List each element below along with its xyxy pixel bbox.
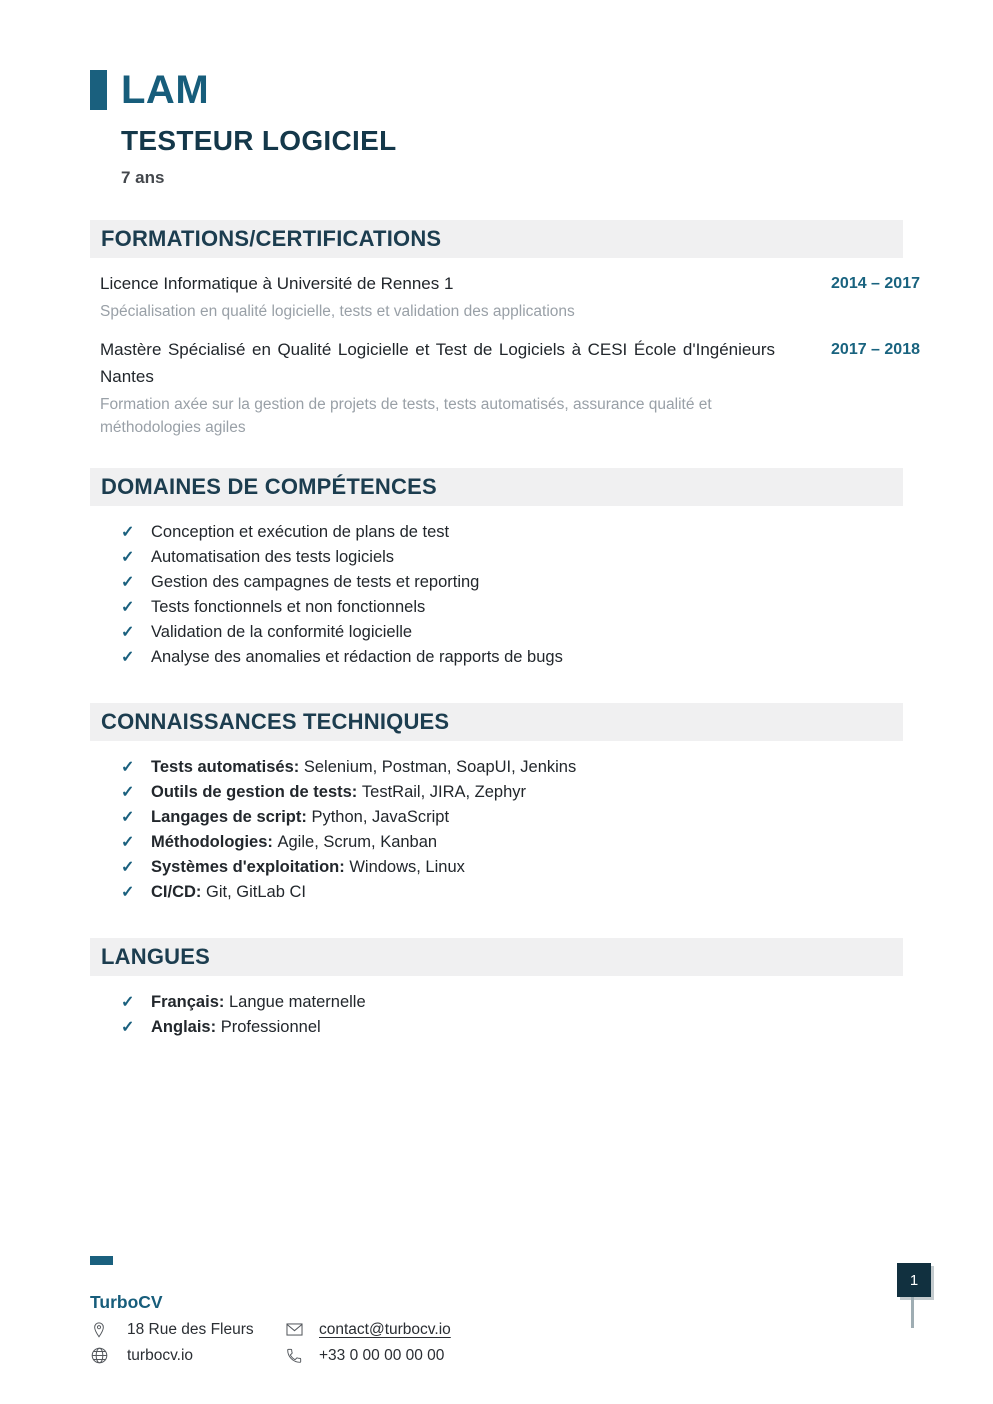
list-item bbox=[90, 570, 920, 595]
list-item bbox=[90, 880, 920, 905]
langues-list bbox=[90, 990, 920, 1040]
brand-name: TurboCV bbox=[90, 1292, 163, 1312]
competence-text: Gestion des campagnes de tests et reporting bbox=[151, 573, 480, 591]
section-heading-competences: DOMAINES DE COMPÉTENCES bbox=[90, 468, 903, 506]
footer-email-link[interactable]: contact@turbocv.io bbox=[319, 1320, 451, 1338]
list-item bbox=[90, 645, 920, 670]
section-heading-langues: LANGUES bbox=[90, 938, 903, 976]
formation-description: Formation axée sur la gestion de projets de tests, tests automatisés, assurance qualité et méthodologies agiles bbox=[100, 395, 712, 436]
competences-list bbox=[90, 520, 920, 670]
check-icon: ✓ bbox=[121, 859, 135, 876]
formation-entry bbox=[90, 337, 920, 440]
list-item bbox=[90, 620, 920, 645]
phone-icon bbox=[285, 1347, 319, 1365]
section-formations bbox=[90, 220, 920, 440]
check-icon: ✓ bbox=[121, 994, 135, 1011]
skill-value: Python, JavaScript bbox=[311, 808, 450, 826]
skill-value: Git, GitLab CI bbox=[206, 883, 306, 901]
skill-value: Agile, Scrum, Kanban bbox=[277, 833, 438, 851]
formation-description: Spécialisation en qualité logicielle, tests et validation des applications bbox=[100, 303, 575, 321]
techniques-list bbox=[90, 755, 920, 905]
check-icon: ✓ bbox=[121, 834, 135, 851]
list-item bbox=[90, 805, 920, 830]
list-item bbox=[90, 780, 920, 805]
skill-value: Windows, Linux bbox=[349, 858, 465, 876]
section-heading-formations: FORMATIONS/CERTIFICATIONS bbox=[90, 220, 903, 258]
footer-accent-bar bbox=[90, 1256, 113, 1265]
section-techniques bbox=[90, 703, 920, 905]
skill-label: Outils de gestion de tests: bbox=[151, 783, 358, 801]
list-item bbox=[90, 545, 920, 570]
list-item bbox=[90, 830, 920, 855]
footer-address: 18 Rue des Fleurs bbox=[127, 1320, 254, 1338]
accent-bar bbox=[90, 70, 107, 110]
check-icon: ✓ bbox=[121, 624, 135, 641]
globe-icon bbox=[90, 1346, 127, 1365]
list-item bbox=[90, 595, 920, 620]
competence-text: Analyse des anomalies et rédaction de rapports de bugs bbox=[151, 648, 563, 666]
job-title: TESTEUR LOGICIEL bbox=[121, 125, 397, 156]
check-icon: ✓ bbox=[121, 524, 135, 541]
list-item bbox=[90, 855, 920, 880]
check-icon: ✓ bbox=[121, 809, 135, 826]
formation-period: 2014 – 2017 bbox=[831, 275, 920, 292]
location-pin-icon bbox=[90, 1321, 127, 1339]
skill-label: CI/CD: bbox=[151, 883, 202, 901]
section-heading-techniques: CONNAISSANCES TECHNIQUES bbox=[90, 703, 903, 741]
entry-head bbox=[90, 271, 920, 297]
check-icon: ✓ bbox=[121, 759, 135, 776]
skill-value: Selenium, Postman, SoapUI, Jenkins bbox=[303, 758, 577, 776]
candidate-name: LAM bbox=[121, 68, 210, 112]
competence-text: Validation de la conformité logicielle bbox=[151, 623, 413, 641]
cv-header bbox=[90, 70, 396, 188]
footer-website: turbocv.io bbox=[127, 1346, 194, 1364]
check-icon: ✓ bbox=[121, 1019, 135, 1036]
list-item bbox=[90, 990, 920, 1015]
list-item bbox=[90, 1015, 920, 1040]
section-competences bbox=[90, 468, 920, 670]
language-level: Professionnel bbox=[220, 1018, 321, 1036]
language-label: Anglais: bbox=[151, 1018, 217, 1036]
experience-years: 7 ans bbox=[121, 168, 165, 187]
footer bbox=[90, 1256, 451, 1365]
check-icon: ✓ bbox=[121, 884, 135, 901]
contact-grid bbox=[90, 1320, 451, 1365]
competence-text: Tests fonctionnels et non fonctionnels bbox=[151, 598, 426, 616]
formation-entry bbox=[90, 271, 920, 324]
formation-title: Licence Informatique à Université de Rennes 1 bbox=[100, 274, 454, 293]
formation-title: Mastère Spécialisé en Qualité Logicielle et Test de Logiciels à CESI École d'Ingénieurs Nantes bbox=[100, 340, 775, 386]
skill-label: Tests automatisés: bbox=[151, 758, 300, 776]
competence-text: Conception et exécution de plans de test bbox=[151, 523, 450, 541]
page-marker-line bbox=[911, 1297, 914, 1328]
check-icon: ✓ bbox=[121, 649, 135, 666]
entry-head bbox=[90, 337, 920, 390]
skill-label: Méthodologies: bbox=[151, 833, 273, 851]
language-level: Langue maternelle bbox=[228, 993, 366, 1011]
check-icon: ✓ bbox=[121, 549, 135, 566]
language-label: Français: bbox=[151, 993, 225, 1011]
competence-text: Automatisation des tests logiciels bbox=[151, 548, 395, 566]
check-icon: ✓ bbox=[121, 574, 135, 591]
list-item bbox=[90, 755, 920, 780]
page-number-badge: 1 bbox=[897, 1263, 931, 1297]
check-icon: ✓ bbox=[121, 599, 135, 616]
section-langues bbox=[90, 938, 920, 1040]
list-item bbox=[90, 520, 920, 545]
name-row bbox=[90, 70, 396, 110]
formation-period: 2017 – 2018 bbox=[831, 341, 920, 359]
mail-icon bbox=[285, 1320, 319, 1339]
check-icon: ✓ bbox=[121, 784, 135, 801]
skill-value: TestRail, JIRA, Zephyr bbox=[361, 783, 527, 801]
skill-label: Systèmes d'exploitation: bbox=[151, 858, 345, 876]
skill-label: Langages de script: bbox=[151, 808, 307, 826]
footer-phone: +33 0 00 00 00 00 bbox=[319, 1346, 445, 1364]
